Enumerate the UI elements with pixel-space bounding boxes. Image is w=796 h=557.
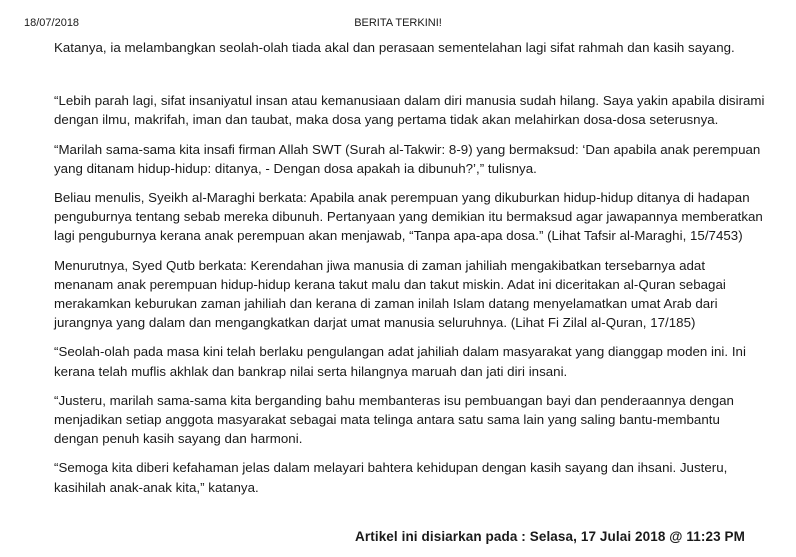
page-header-title: BERITA TERKINI! <box>354 17 442 29</box>
article-paragraph: Katanya, ia melambangkan seolah-olah tiada akal dan perasaan sementelahan lagi sifat rahmah dan kasih sayang. <box>54 40 735 55</box>
article-paragraph: “Semoga kita diberi kefahaman jelas dalam melayari bahtera kehidupan dengan kasih sayang dan ihsani. Justeru, kasihilah anak-anak kita,” katanya. <box>54 460 728 495</box>
article-paragraph: “Justeru, marilah sama-sama kita berganding bahu membanteras isu pembuangan bayi dan penderaannya dengan menjadikan setiap anggota masyarakat sebagai mata telinga antara satu sama lain yang saling bantu-membantu dengan penuh kasih sayang dan harmoni. <box>54 392 734 447</box>
page-header-date: 18/07/2018 <box>24 17 80 29</box>
article-paragraph: “Seolah-olah pada masa kini telah berlaku pengulangan adat jahiliah dalam masyarakat yang dianggap moden ini. Ini kerana telah muflis akhlak dan bankrap nilai serta hilangnya maruah dan jati diri insani. <box>54 344 746 379</box>
article-paragraph: Menurutnya, Syed Qutb berkata: Kerendahan jiwa manusia di zaman jahiliah mengakibatkan tersebarnya adat menanam anak perempuan hidup-hidup kerana takut malu dan takut miskin. Adat ini diceritakan al-Quran sebagai merakamkan keburukan zaman jahiliah dan kerana di zaman inilah Islam datang menyelamatkan umat Arab dari jurangnya yang dalam dan mengangkatkan darjat umat manusia seluruhnya. (Lihat Fi Zilal al-Quran, 17/185) <box>54 257 726 331</box>
article-body <box>54 38 766 497</box>
article-paragraph: “Marilah sama-sama kita insafi firman Allah SWT (Surah al-Takwir: 8-9) yang bermaksud: ‘Dan apabila anak perempuan yang ditanam hidup-hidup: ditanya, - Dengan dosa apakah ia dibunuh?’,” tulisnya. <box>54 141 761 176</box>
article-paragraph: “Lebih parah lagi, sifat insaniyatul insan atau kemanusiaan dalam diri manusia sudah hilang. Saya yakin apabila disirami dengan ilmu, makrifah, iman dan taubat, maka dosa yang pertama tidak akan melahirkan dosa-dosa seterusnya. <box>54 93 765 128</box>
article-publish-date: Artikel ini disiarkan pada : Selasa, 17 Julai 2018 @ 11:23 PM <box>355 529 745 544</box>
article-paragraph: Beliau menulis, Syeikh al-Maraghi berkata: Apabila anak perempuan yang dikuburkan hidup-hidup ditanya di hadapan penguburnya tentang sebab mereka dibunuh. Pertanyaan yang demikian itu bermaksud agar jawapannya memberatkan lagi penguburnya kerana anak perempuan akan menjawab, “Tanpa apa-apa dosa.” (Lihat Tafsir al-Maraghi, 15/7453) <box>54 190 763 244</box>
